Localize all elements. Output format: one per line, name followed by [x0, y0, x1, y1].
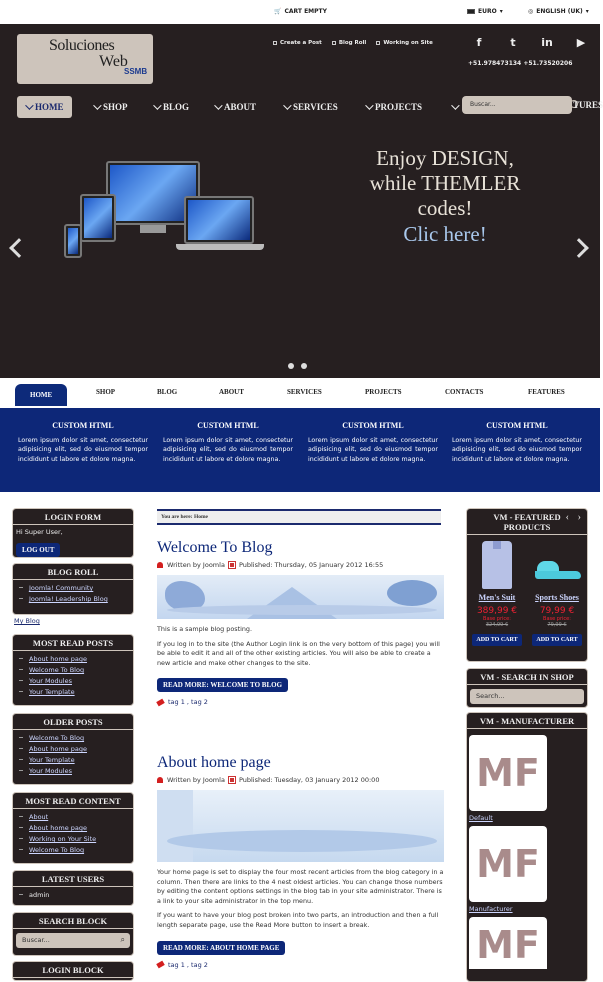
- shirt-image[interactable]: [482, 541, 512, 589]
- subnav-contacts[interactable]: CONTACTS: [445, 388, 484, 396]
- post-meta: Written by Joomla Published: Tuesday, 03 January 2012 00:00: [157, 776, 444, 784]
- manufacturer-link-manufacturer[interactable]: Manufacturer: [469, 905, 513, 913]
- subnav-blog[interactable]: BLOG: [157, 388, 178, 396]
- list-item: admin: [29, 890, 133, 901]
- header-link-working-on-site[interactable]: Working on Site: [376, 40, 433, 46]
- language-dropdown[interactable]: ◎ ENGLISH (UK) ▾: [528, 8, 589, 15]
- calendar-icon: [229, 777, 235, 783]
- subnav-projects[interactable]: PROJECTS: [365, 388, 402, 396]
- monitor-stand: [140, 225, 166, 233]
- nav-services[interactable]: SERVICES: [283, 96, 338, 118]
- my-blog-link[interactable]: My Blog: [14, 617, 40, 625]
- blog-post-2: About home page Written by Joomla Published: Tuesday, 03 January 2012 00:00 Your home page is set to display the four most recent articles from the blog category in a column. Then there are links to the 4 nest oldest articles. You can change those numbers by editing the content options settings in the blog tab in your site administrator. There is a link to your site administrator in the top menu. If you want to have your blog post broken into two parts, an introduction and then a full length separate page, use the Read More button to insert a break. READ MORE: ABOUT HOME PAGE tag 1 , tag 2: [157, 754, 444, 969]
- post-tags: tag 1 , tag 2: [157, 961, 444, 969]
- chevron-down-icon: [283, 101, 291, 109]
- nav-blog[interactable]: BLOG: [153, 96, 189, 118]
- header-search-input[interactable]: Buscar...: [462, 96, 572, 114]
- list-item[interactable]: Welcome To Blog: [29, 733, 133, 744]
- custom-html-2: CUSTOM HTML Lorem ipsum dolor sit amet, consectetur adipisicing elit, sed do eiusmod tempor incididunt ut labore et dolore magna.: [163, 421, 293, 463]
- slider-dots: [288, 363, 307, 369]
- calendar-icon: [229, 562, 235, 568]
- manufacturer-logo-3[interactable]: MF: [469, 917, 547, 969]
- slider-next-arrow-icon[interactable]: [569, 238, 589, 258]
- blog-post-1: Welcome To Blog Written by Joomla Published: Thursday, 05 January 2012 16:55 This is a sample blog posting. If you log in to the site (the Author Login link is on the very bottom of this page) you will be able to edit it and all of the other existing articles. You will also be able to create a new article and make other changes to the site. READ MORE: WELCOME TO BLOG tag 1 , tag 2: [157, 539, 444, 706]
- twitter-icon[interactable]: t: [510, 36, 516, 49]
- phone-image: [64, 224, 82, 258]
- manufacturer-logo-manufacturer[interactable]: MF: [469, 826, 547, 902]
- chevron-down-icon: [25, 101, 33, 109]
- nav-features-clipped[interactable]: TURES: [573, 100, 603, 110]
- nav-projects[interactable]: PROJECTS: [365, 96, 422, 118]
- breadcrumb: You are here: Home: [157, 509, 441, 525]
- list-item[interactable]: Working on Your Site: [29, 834, 133, 845]
- caret-icon: ▾: [499, 8, 503, 15]
- list-item[interactable]: Joomla! Community: [29, 583, 133, 594]
- shop-search-input[interactable]: Search...: [470, 689, 584, 704]
- post-title[interactable]: About home page: [157, 754, 271, 771]
- slider-prev-arrow-icon[interactable]: [9, 238, 29, 258]
- square-icon: [273, 41, 277, 45]
- list-item[interactable]: About home page: [29, 823, 133, 834]
- nav-more[interactable]: [451, 96, 457, 118]
- globe-icon: ◎: [528, 8, 534, 15]
- login-form-module: LOGIN FORM Hi Super User, LOG OUT: [12, 508, 134, 558]
- login-block-module: LOGIN BLOCK: [12, 961, 134, 981]
- cart-status[interactable]: 🛒 CART EMPTY: [274, 8, 327, 15]
- list-item[interactable]: About home page: [29, 654, 133, 665]
- tag-icon: [156, 961, 165, 969]
- header: [0, 24, 603, 378]
- currency-dropdown[interactable]: EURO ▾: [467, 8, 503, 15]
- slider-dot-2[interactable]: [301, 363, 307, 369]
- linkedin-icon[interactable]: in: [541, 36, 553, 49]
- most-read-posts-module: MOST READ POSTS About home page Welcome To Blog Your Modules Your Template: [12, 634, 134, 706]
- subnav-home[interactable]: HOME: [15, 384, 67, 406]
- list-item[interactable]: About: [29, 812, 133, 823]
- square-icon: [332, 41, 336, 45]
- secondary-nav: [0, 378, 600, 408]
- custom-html-1: CUSTOM HTML Lorem ipsum dolor sit amet, consectetur adipisicing elit, sed do eiusmod tempor incididunt ut labore et dolore magna.: [18, 421, 148, 463]
- caret-icon: ▾: [585, 8, 589, 15]
- vm-featured-products-module: VM - FEATURED PRODUCTS ‹ ›: [466, 508, 588, 662]
- list-item[interactable]: About home page: [29, 744, 133, 755]
- nav-about[interactable]: ABOUT: [214, 96, 256, 118]
- manufacturer-link-default[interactable]: Default: [469, 814, 493, 822]
- most-read-content-module: MOST READ CONTENT About About home page Working on Your Site Welcome To Blog: [12, 792, 134, 864]
- add-to-cart-button[interactable]: ADD TO CART: [532, 634, 581, 646]
- chevron-down-icon: [365, 101, 373, 109]
- list-item[interactable]: Welcome To Blog: [29, 845, 133, 856]
- user-icon: [157, 777, 163, 783]
- chevron-down-icon: [214, 101, 222, 109]
- add-to-cart-button[interactable]: ADD TO CART: [472, 634, 521, 646]
- shoe-image[interactable]: [533, 557, 581, 581]
- read-more-button[interactable]: READ MORE: WELCOME TO BLOG: [157, 678, 288, 692]
- header-link-create-post[interactable]: Create a Post: [273, 40, 322, 46]
- laptop-image: [184, 196, 254, 244]
- list-item[interactable]: Your Modules: [29, 766, 133, 777]
- sidebar-search-input[interactable]: Buscar... ⌕: [16, 933, 130, 948]
- list-item[interactable]: Your Modules: [29, 676, 133, 687]
- youtube-icon[interactable]: ▶: [576, 36, 586, 49]
- chevron-right-icon[interactable]: ›: [577, 512, 581, 523]
- latest-users-module: LATEST USERS admin: [12, 870, 134, 906]
- cart-icon: 🛒: [274, 8, 282, 15]
- user-icon: [157, 562, 163, 568]
- slide-headline: Enjoy DESIGN, while THEMLER codes! Clic here!: [350, 146, 540, 247]
- slide-cta-link[interactable]: Clic here!: [403, 221, 487, 246]
- chevron-down-icon: [93, 101, 101, 109]
- subnav-services[interactable]: SERVICES: [287, 388, 322, 396]
- subnav-shop[interactable]: SHOP: [96, 388, 116, 396]
- nav-shop[interactable]: SHOP: [93, 96, 128, 118]
- chevron-down-icon: [451, 101, 459, 109]
- vm-manufacturer-module: VM - MANUFACTURER: [466, 712, 588, 982]
- phone-numbers: +51.978473134 +51.73520206: [468, 60, 573, 67]
- facebook-icon[interactable]: f: [476, 36, 482, 49]
- laptop-base: [176, 244, 264, 250]
- slider-dot-1[interactable]: [288, 363, 294, 369]
- vm-search-module: VM - SEARCH IN SHOP Search...: [466, 668, 588, 708]
- list-item[interactable]: Joomla! Leadership Blog: [29, 594, 133, 605]
- read-more-button[interactable]: READ MORE: ABOUT HOME PAGE: [157, 941, 285, 955]
- currency-flag-icon: [467, 9, 475, 14]
- social-links: [462, 36, 598, 49]
- post-tags: tag 1 , tag 2: [157, 698, 444, 706]
- list-item[interactable]: Welcome To Blog: [29, 665, 133, 676]
- subnav-about[interactable]: ABOUT: [219, 388, 244, 396]
- blog-roll-module: BLOG ROLL Joomla! Community Joomla! Leadership Blog: [12, 563, 134, 615]
- header-link-blog-roll[interactable]: Blog Roll: [332, 40, 367, 46]
- custom-html-band: [0, 408, 600, 492]
- tablet-image: [80, 194, 116, 242]
- list-item[interactable]: Your Template: [29, 755, 133, 766]
- post-title[interactable]: Welcome To Blog: [157, 539, 273, 556]
- custom-html-4: CUSTOM HTML Lorem ipsum dolor sit amet, consectetur adipisicing elit, sed do eiusmod tempor incididunt ut labore et dolore magna.: [452, 421, 582, 463]
- search-icon[interactable]: ⌕: [120, 935, 125, 944]
- search-block-module: SEARCH BLOCK Buscar... ⌕: [12, 912, 134, 956]
- manufacturer-logo-default[interactable]: MF: [469, 735, 547, 811]
- list-item[interactable]: Your Template: [29, 687, 133, 698]
- post-image: [157, 575, 444, 619]
- post-meta: Written by Joomla Published: Thursday, 05 January 2012 16:55: [157, 561, 444, 569]
- square-icon: [376, 41, 380, 45]
- product-card-mens-suit: Men's Suit 389,99 € Base price: 324,99 € ADD TO CART: [468, 541, 526, 646]
- nav-home[interactable]: HOME: [17, 96, 72, 118]
- site-logo[interactable]: Soluciones Web SSMB: [17, 34, 153, 84]
- chevron-left-icon[interactable]: ‹: [565, 512, 569, 523]
- top-bar: [0, 0, 600, 24]
- header-links: [273, 40, 433, 46]
- chevron-down-icon: [153, 101, 161, 109]
- post-image: [157, 790, 444, 862]
- subnav-features[interactable]: FEATURES: [528, 388, 565, 396]
- older-posts-module: OLDER POSTS Welcome To Blog About home page Your Template Your Modules: [12, 713, 134, 785]
- tag-icon: [156, 699, 165, 707]
- custom-html-3: CUSTOM HTML Lorem ipsum dolor sit amet, consectetur adipisicing elit, sed do eiusmod tempor incididunt ut labore et dolore magna.: [308, 421, 438, 463]
- product-card-sports-shoes: Sports Shoes 79,99 € Base price: 79,99 € ADD TO CART: [528, 541, 586, 646]
- logout-button[interactable]: LOG OUT: [16, 543, 60, 557]
